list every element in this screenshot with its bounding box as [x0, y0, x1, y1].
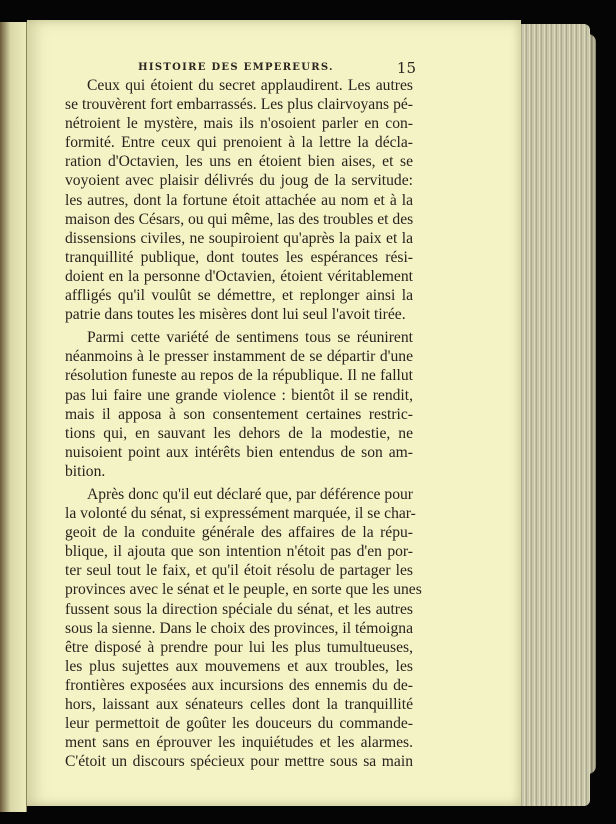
text-line: dissensions civiles, ne soupiroient qu'après la paix et la	[65, 229, 413, 247]
text-line: se trouvèrent fort embarrassés. Les plus clairvoyans pé-	[65, 96, 413, 114]
text-line: formité. Entre ceux qui prenoient à la lettre la décla-	[65, 134, 413, 152]
text-line: doient en la personne d'Octavien, étoient véritablement	[65, 267, 413, 285]
text-line: sous la sienne. Dans le choix des provinces, il témoigna	[65, 619, 413, 637]
text-line: voyoient avec plaisir délivrés du joug de la servitude:	[65, 172, 413, 190]
text-line: les autres, dont la fortune étoit attachée au nom et à la	[65, 191, 413, 209]
text-line: néanmoins à le presser instamment de se départir d'une	[65, 348, 413, 366]
text-line: C'étoit un discours spécieux pour mettre sous sa main	[65, 753, 413, 771]
text-line: résolution funeste au repos de la république. Il ne fallut	[65, 367, 413, 385]
text-line: frontières exposées aux incursions des ennemis du de-	[65, 676, 413, 694]
page-stack-edge	[518, 24, 590, 806]
text-line: être disposé à prendre pour lui les plus tumultueuses,	[65, 638, 413, 656]
text-line: les plus sujettes aux mouvemens et aux troubles, les	[65, 657, 413, 675]
text-line: Après donc qu'il eut déclaré que, par déférence pour	[87, 485, 413, 503]
text-line: fussent sous la direction spéciale du sénat, et les autres	[65, 600, 413, 618]
page-number: 15	[396, 59, 416, 77]
text-line: Ceux qui étoient du secret applaudirent. Les autres	[87, 77, 413, 94]
text-line: blique, il ajouta que son intention n'étoit pas d'en por-	[65, 543, 413, 561]
page-header	[60, 0, 416, 77]
text-line: Parmi cette variété de sentimens tous se réunirent	[87, 329, 413, 347]
body-text	[65, 76, 422, 775]
paragraph	[65, 76, 413, 324]
text-line: ment sans en éprouver les inquiétudes et les alarmes.	[65, 734, 413, 752]
text-line: tranquillité publique, dont toutes les espérances rési-	[65, 248, 413, 266]
text-line: ter seul tout le faix, et qu'il étoit résolu de partager les	[65, 562, 413, 580]
text-line: pas lui faire une grande violence : bientôt il se rendit,	[65, 386, 413, 404]
running-head: HISTOIRE DES EMPEREURS.	[138, 62, 334, 73]
text-line: hors, laissant aux sénateurs celles dont la tranquillité	[65, 696, 413, 713]
text-line: provinces avec le sénat et le peuple, en sorte que les unes	[65, 581, 422, 599]
text-line: ration d'Octavien, les uns en étoient bien aises, et se	[65, 153, 413, 171]
previous-page-edge	[0, 22, 27, 812]
text-line: patrie dans toutes les misères dont lui seul l'avoit tirée.	[65, 306, 406, 324]
text-line: leur permettoit de goûter les douceurs du commande-	[65, 715, 413, 733]
text-line: geoit de la conduite générale des affaires de la répu-	[65, 524, 413, 542]
text-line: bition.	[65, 462, 106, 480]
text-line: nétroient le mystère, mais ils n'osoient parler en con-	[65, 115, 413, 133]
text-line: la volonté du sénat, si expressément marquée, il se char-	[65, 505, 416, 523]
text-line: maison des Césars, ou qui même, las des troubles et des	[65, 210, 414, 228]
text-line: affligés qu'il voulût se démettre, et replonger ainsi la	[65, 287, 413, 305]
text-line: mais il apposa à son consentement certaines restric-	[65, 405, 413, 423]
paragraph	[65, 328, 413, 481]
paragraph	[65, 485, 422, 771]
text-line: tions qui, en sauvant les dehors de la modestie, ne	[65, 424, 413, 442]
text-line: nuisoient point aux intérêts bien entendus de son am-	[65, 443, 413, 461]
